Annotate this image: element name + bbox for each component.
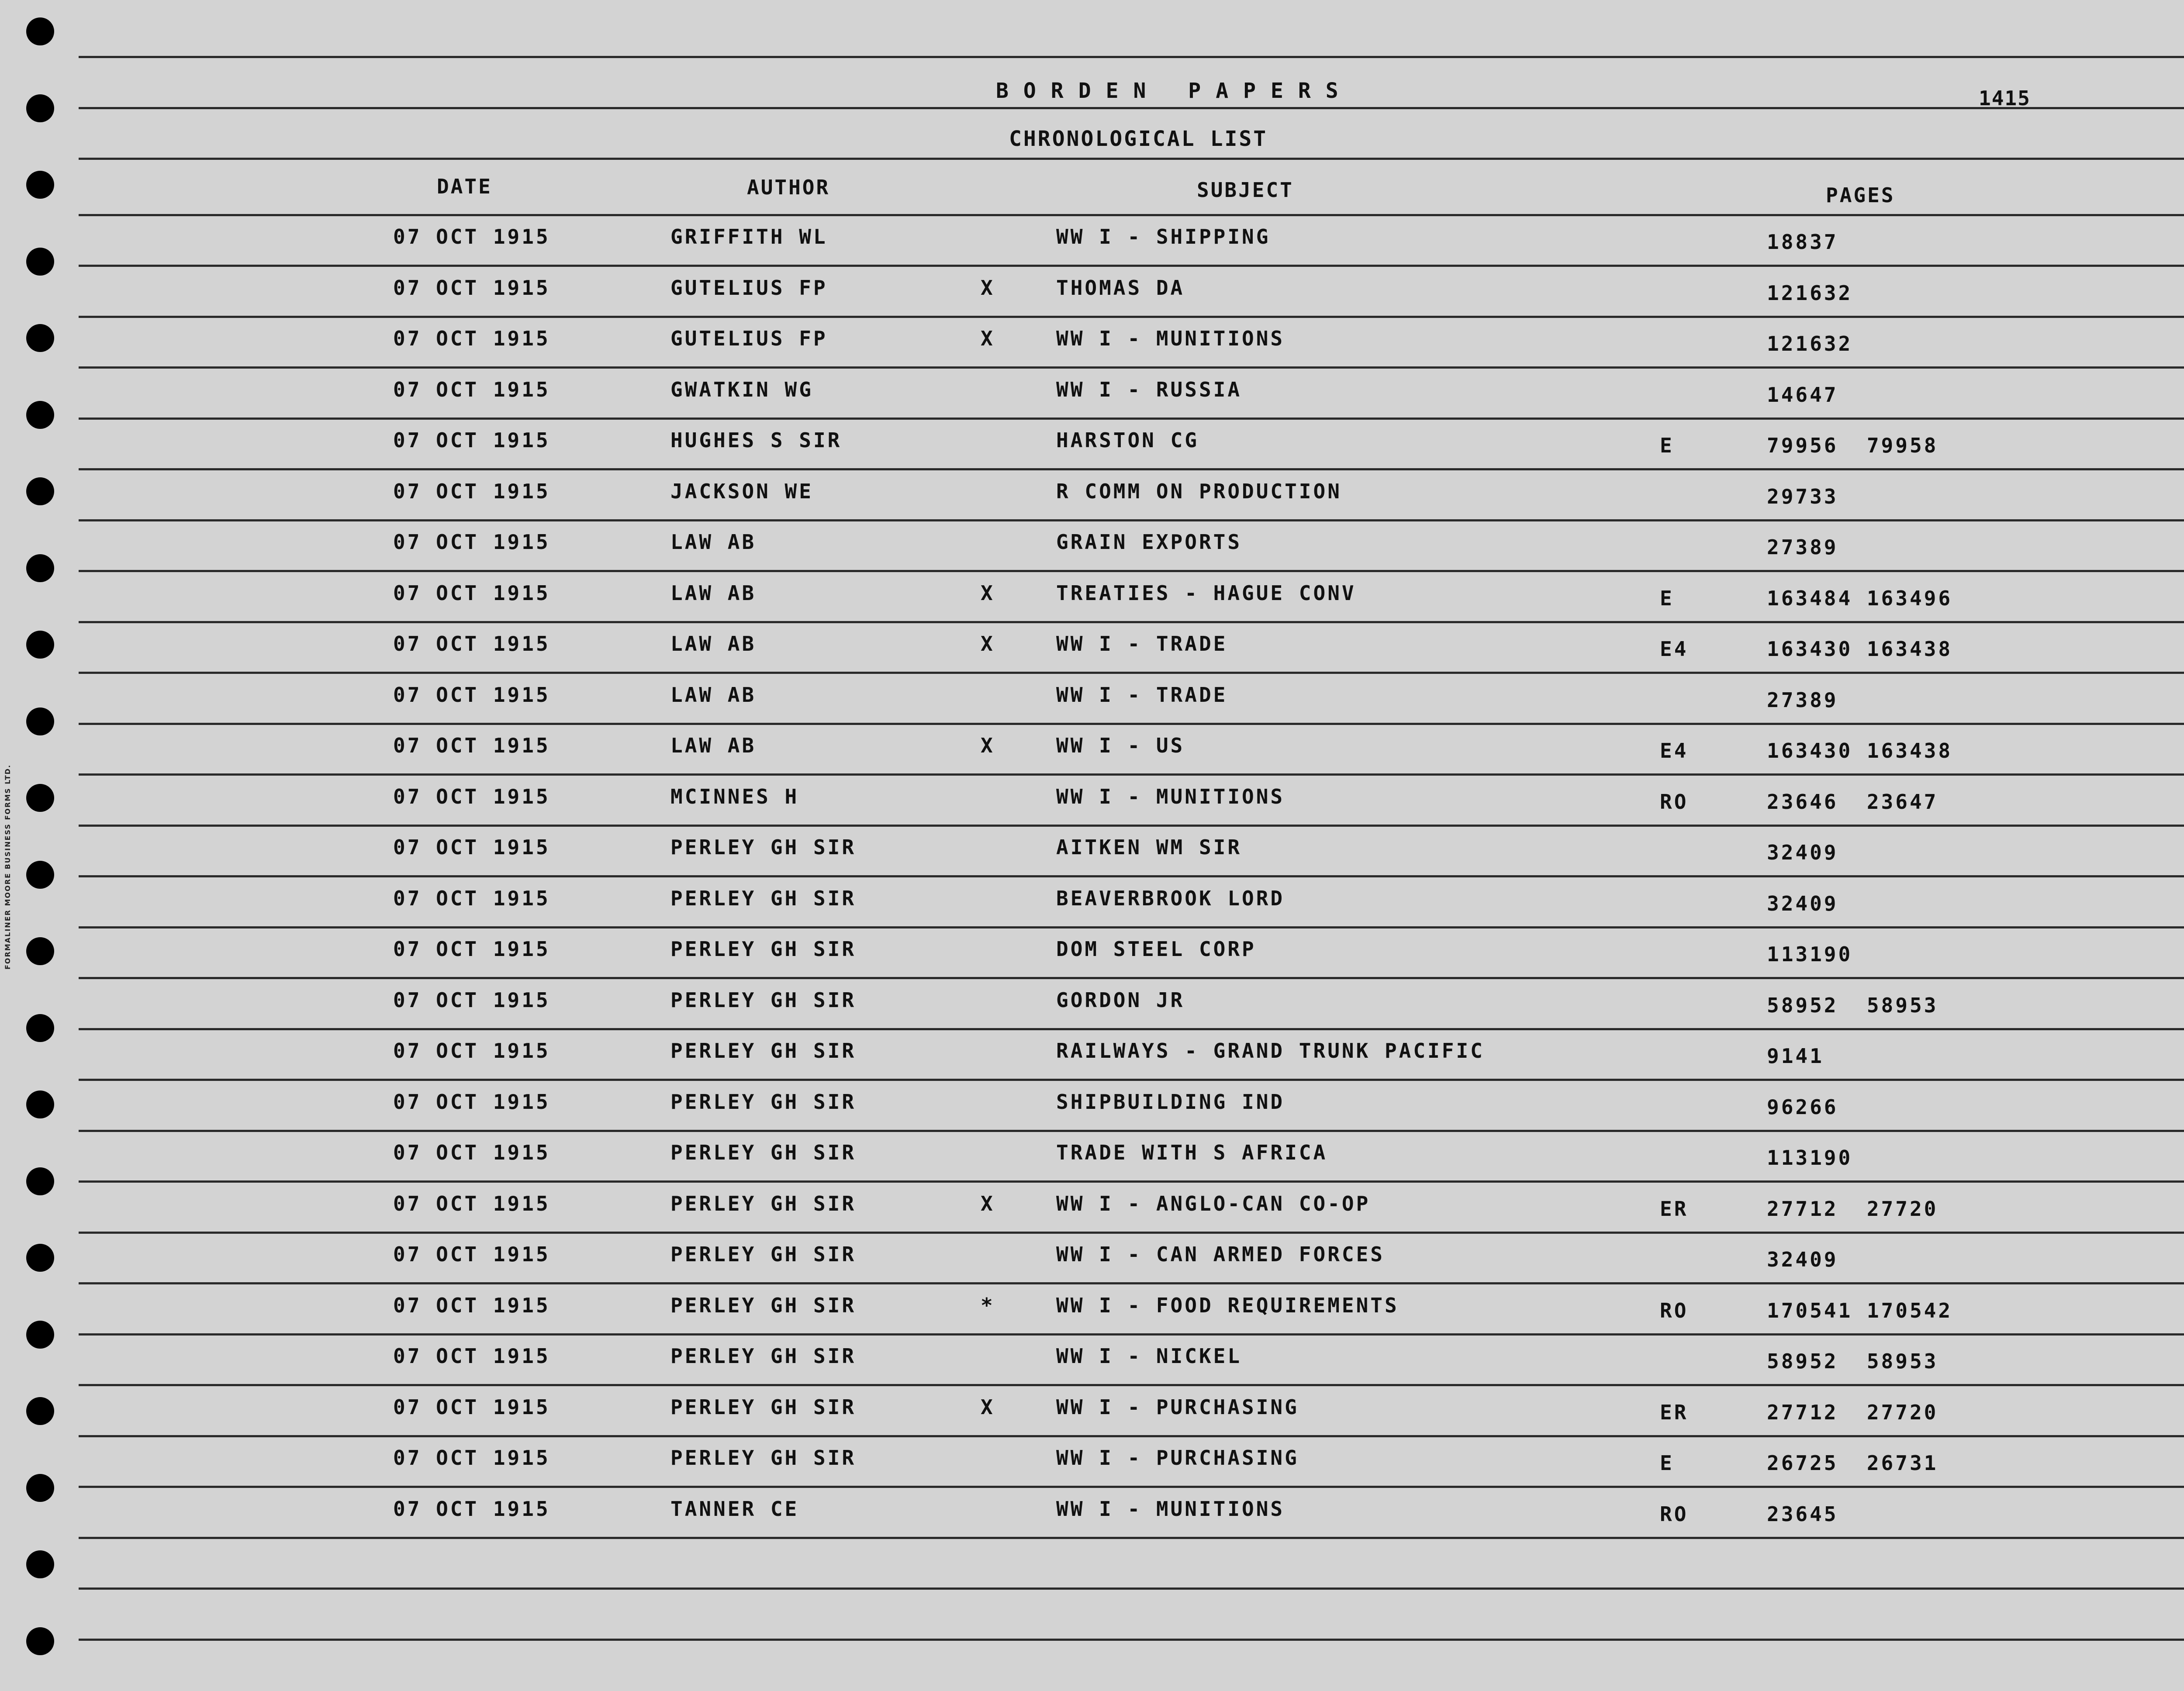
record-subject: WW I - MUNITIONS bbox=[1056, 327, 1285, 350]
record-date: 07 OCT 1915 bbox=[393, 734, 550, 757]
record-author: PERLEY GH SIR bbox=[670, 1395, 857, 1419]
record-date: 07 OCT 1915 bbox=[393, 276, 550, 300]
form-rule-line bbox=[79, 214, 2184, 216]
record-pages: 32409 bbox=[1767, 841, 1838, 864]
record-flag: * bbox=[981, 1294, 995, 1317]
form-rule-line bbox=[79, 519, 2184, 521]
form-rule-line bbox=[79, 158, 2184, 160]
record-subject: GORDON JR bbox=[1056, 988, 1185, 1012]
record-row bbox=[0, 683, 2184, 722]
record-date: 07 OCT 1915 bbox=[393, 581, 550, 605]
record-date: 07 OCT 1915 bbox=[393, 1446, 550, 1470]
record-pages: 9141 bbox=[1767, 1044, 1824, 1068]
record-pages: 163430 163438 bbox=[1767, 739, 1953, 763]
record-flag: X bbox=[981, 632, 995, 656]
record-date: 07 OCT 1915 bbox=[393, 1141, 550, 1164]
record-pages: 32409 bbox=[1767, 1248, 1838, 1271]
record-author: PERLEY GH SIR bbox=[670, 1344, 857, 1368]
form-rule-line bbox=[79, 1587, 2184, 1590]
record-flag: X bbox=[981, 734, 995, 757]
form-rule-line bbox=[79, 1537, 2184, 1539]
record-date: 07 OCT 1915 bbox=[393, 225, 550, 248]
record-row bbox=[0, 1141, 2184, 1180]
column-header-subject: SUBJECT bbox=[1197, 178, 1294, 202]
form-rule-line bbox=[79, 265, 2184, 267]
record-pages: 32409 bbox=[1767, 892, 1838, 915]
record-row bbox=[0, 1039, 2184, 1078]
record-row bbox=[0, 988, 2184, 1028]
record-subject: WW I - TRADE bbox=[1056, 632, 1228, 656]
record-date: 07 OCT 1915 bbox=[393, 327, 550, 350]
record-pages: 96266 bbox=[1767, 1095, 1838, 1119]
record-pages: 163484 163496 bbox=[1767, 587, 1953, 610]
record-code: RO bbox=[1660, 1299, 1689, 1322]
form-rule-line bbox=[79, 672, 2184, 674]
form-rule-line bbox=[79, 1486, 2184, 1488]
record-date: 07 OCT 1915 bbox=[393, 632, 550, 656]
record-author: PERLEY GH SIR bbox=[670, 887, 857, 910]
form-rule-line bbox=[79, 570, 2184, 572]
record-date: 07 OCT 1915 bbox=[393, 1344, 550, 1368]
record-row bbox=[0, 276, 2184, 315]
record-date: 07 OCT 1915 bbox=[393, 1395, 550, 1419]
record-code: ER bbox=[1660, 1401, 1689, 1424]
record-author: PERLEY GH SIR bbox=[670, 1192, 857, 1215]
record-code: ER bbox=[1660, 1197, 1689, 1221]
record-pages: 27712 27720 bbox=[1767, 1197, 1939, 1221]
record-subject: AITKEN WM SIR bbox=[1056, 835, 1242, 859]
form-rule-line bbox=[79, 977, 2184, 979]
record-date: 07 OCT 1915 bbox=[393, 1090, 550, 1114]
record-row bbox=[0, 1192, 2184, 1231]
form-rule-line bbox=[79, 316, 2184, 318]
record-flag: X bbox=[981, 327, 995, 350]
record-pages: 121632 bbox=[1767, 281, 1853, 305]
record-date: 07 OCT 1915 bbox=[393, 530, 550, 554]
form-rule-line bbox=[79, 107, 2184, 109]
record-pages: 113190 bbox=[1767, 942, 1853, 966]
record-subject: WW I - SHIPPING bbox=[1056, 225, 1271, 248]
record-author: GUTELIUS FP bbox=[670, 276, 828, 300]
record-pages: 23645 bbox=[1767, 1502, 1838, 1526]
record-author: PERLEY GH SIR bbox=[670, 988, 857, 1012]
page-number: 1415 bbox=[1979, 86, 2031, 110]
record-pages: 79956 79958 bbox=[1767, 434, 1939, 457]
record-flag: X bbox=[981, 581, 995, 605]
record-author: LAW AB bbox=[670, 734, 757, 757]
record-pages: 29733 bbox=[1767, 485, 1838, 508]
form-rule-line bbox=[79, 825, 2184, 827]
record-author: GWATKIN WG bbox=[670, 378, 813, 401]
margin-imprint: FORMALINER MOORE BUSINESS FORMS LTD. bbox=[3, 764, 12, 970]
record-flag: X bbox=[981, 1192, 995, 1215]
record-code: RO bbox=[1660, 1502, 1689, 1526]
record-subject: WW I - NICKEL bbox=[1056, 1344, 1242, 1368]
record-code: RO bbox=[1660, 790, 1689, 814]
form-rule-line bbox=[79, 1639, 2184, 1641]
record-subject: RAILWAYS - GRAND TRUNK PACIFIC bbox=[1056, 1039, 1485, 1063]
record-row bbox=[0, 1395, 2184, 1435]
form-rule-line bbox=[79, 468, 2184, 470]
form-rule-line bbox=[79, 723, 2184, 725]
record-row bbox=[0, 378, 2184, 417]
record-author: LAW AB bbox=[670, 581, 757, 605]
record-subject: BEAVERBROOK LORD bbox=[1056, 887, 1285, 910]
record-pages: 27389 bbox=[1767, 535, 1838, 559]
record-date: 07 OCT 1915 bbox=[393, 988, 550, 1012]
record-date: 07 OCT 1915 bbox=[393, 1242, 550, 1266]
record-subject: WW I - CAN ARMED FORCES bbox=[1056, 1242, 1385, 1266]
record-row bbox=[0, 327, 2184, 366]
record-author: GRIFFITH WL bbox=[670, 225, 828, 248]
record-row bbox=[0, 785, 2184, 824]
record-pages: 14647 bbox=[1767, 383, 1838, 407]
record-author: PERLEY GH SIR bbox=[670, 1039, 857, 1063]
record-row bbox=[0, 937, 2184, 977]
record-author: PERLEY GH SIR bbox=[670, 1446, 857, 1470]
record-date: 07 OCT 1915 bbox=[393, 937, 550, 961]
record-pages: 27712 27720 bbox=[1767, 1401, 1939, 1424]
record-subject: THOMAS DA bbox=[1056, 276, 1185, 300]
record-author: PERLEY GH SIR bbox=[670, 1141, 857, 1164]
list-subtitle: CHRONOLOGICAL LIST bbox=[1009, 127, 1268, 151]
record-row bbox=[0, 734, 2184, 773]
column-header-pages: PAGES bbox=[1826, 183, 1895, 207]
record-subject: WW I - PURCHASING bbox=[1056, 1446, 1299, 1470]
record-row bbox=[0, 428, 2184, 468]
record-subject: WW I - ANGLO-CAN CO-OP bbox=[1056, 1192, 1371, 1215]
column-header-date: DATE bbox=[437, 175, 492, 198]
record-date: 07 OCT 1915 bbox=[393, 887, 550, 910]
record-author: PERLEY GH SIR bbox=[670, 1242, 857, 1266]
record-pages: 121632 bbox=[1767, 332, 1853, 355]
form-rule-line bbox=[79, 1180, 2184, 1183]
record-row bbox=[0, 1497, 2184, 1536]
record-subject: TRADE WITH S AFRICA bbox=[1056, 1141, 1328, 1164]
record-subject: WW I - FOOD REQUIREMENTS bbox=[1056, 1294, 1399, 1317]
record-pages: 163430 163438 bbox=[1767, 637, 1953, 661]
record-row bbox=[0, 530, 2184, 569]
record-author: TANNER CE bbox=[670, 1497, 799, 1521]
record-row bbox=[0, 1294, 2184, 1333]
record-row bbox=[0, 835, 2184, 875]
record-author: LAW AB bbox=[670, 530, 757, 554]
form-rule-line bbox=[79, 773, 2184, 776]
record-code: E bbox=[1660, 1451, 1674, 1475]
record-author: PERLEY GH SIR bbox=[670, 1294, 857, 1317]
record-row bbox=[0, 581, 2184, 621]
feed-hole bbox=[26, 1550, 54, 1578]
form-rule-line bbox=[79, 926, 2184, 928]
record-author: GUTELIUS FP bbox=[670, 327, 828, 350]
record-subject: HARSTON CG bbox=[1056, 428, 1199, 452]
record-code: E4 bbox=[1660, 637, 1689, 661]
record-pages: 170541 170542 bbox=[1767, 1299, 1953, 1322]
form-rule-line bbox=[79, 1232, 2184, 1234]
record-subject: WW I - MUNITIONS bbox=[1056, 785, 1285, 808]
column-header-author: AUTHOR bbox=[747, 176, 830, 199]
record-pages: 26725 26731 bbox=[1767, 1451, 1939, 1475]
record-date: 07 OCT 1915 bbox=[393, 1294, 550, 1317]
record-date: 07 OCT 1915 bbox=[393, 480, 550, 503]
record-row bbox=[0, 887, 2184, 926]
record-date: 07 OCT 1915 bbox=[393, 1039, 550, 1063]
feed-hole bbox=[26, 1627, 54, 1655]
form-rule-line bbox=[79, 621, 2184, 623]
record-date: 07 OCT 1915 bbox=[393, 683, 550, 707]
record-subject: DOM STEEL CORP bbox=[1056, 937, 1256, 961]
record-code: E bbox=[1660, 434, 1674, 457]
feed-hole bbox=[26, 94, 54, 122]
record-date: 07 OCT 1915 bbox=[393, 1497, 550, 1521]
record-pages: 58952 58953 bbox=[1767, 994, 1939, 1017]
form-rule-line bbox=[79, 56, 2184, 58]
record-pages: 113190 bbox=[1767, 1146, 1853, 1170]
record-author: LAW AB bbox=[670, 683, 757, 707]
record-date: 07 OCT 1915 bbox=[393, 785, 550, 808]
record-subject: WW I - RUSSIA bbox=[1056, 378, 1242, 401]
record-row bbox=[0, 225, 2184, 264]
record-flag: X bbox=[981, 1395, 995, 1419]
record-pages: 23646 23647 bbox=[1767, 790, 1939, 814]
record-date: 07 OCT 1915 bbox=[393, 1192, 550, 1215]
record-subject: WW I - PURCHASING bbox=[1056, 1395, 1299, 1419]
form-rule-line bbox=[79, 875, 2184, 877]
form-rule-line bbox=[79, 1435, 2184, 1437]
form-rule-line bbox=[79, 1333, 2184, 1336]
record-date: 07 OCT 1915 bbox=[393, 428, 550, 452]
record-code: E bbox=[1660, 587, 1674, 610]
record-author: PERLEY GH SIR bbox=[670, 937, 857, 961]
form-rule-line bbox=[79, 1079, 2184, 1081]
record-row bbox=[0, 632, 2184, 671]
form-rule-line bbox=[79, 366, 2184, 369]
record-code: E4 bbox=[1660, 739, 1689, 763]
record-date: 07 OCT 1915 bbox=[393, 835, 550, 859]
record-author: JACKSON WE bbox=[670, 480, 813, 503]
record-row bbox=[0, 1344, 2184, 1384]
feed-hole bbox=[26, 17, 54, 45]
form-rule-line bbox=[79, 1282, 2184, 1284]
form-rule-line bbox=[79, 1384, 2184, 1386]
record-subject: TREATIES - HAGUE CONV bbox=[1056, 581, 1356, 605]
record-pages: 27389 bbox=[1767, 688, 1838, 712]
record-row bbox=[0, 1090, 2184, 1129]
record-row bbox=[0, 1446, 2184, 1485]
record-row bbox=[0, 1242, 2184, 1282]
record-author: PERLEY GH SIR bbox=[670, 835, 857, 859]
record-row bbox=[0, 480, 2184, 519]
record-pages: 58952 58953 bbox=[1767, 1349, 1939, 1373]
record-author: HUGHES S SIR bbox=[670, 428, 842, 452]
document-title: BORDEN PAPERS bbox=[996, 79, 1353, 103]
form-rule-line bbox=[79, 1028, 2184, 1030]
feed-hole bbox=[26, 171, 54, 199]
record-pages: 18837 bbox=[1767, 230, 1838, 254]
record-subject: WW I - MUNITIONS bbox=[1056, 1497, 1285, 1521]
record-subject: R COMM ON PRODUCTION bbox=[1056, 480, 1342, 503]
record-author: LAW AB bbox=[670, 632, 757, 656]
record-subject: WW I - TRADE bbox=[1056, 683, 1228, 707]
record-date: 07 OCT 1915 bbox=[393, 378, 550, 401]
record-author: MCINNES H bbox=[670, 785, 799, 808]
form-rule-line bbox=[79, 418, 2184, 420]
record-flag: X bbox=[981, 276, 995, 300]
record-subject: WW I - US bbox=[1056, 734, 1185, 757]
record-author: PERLEY GH SIR bbox=[670, 1090, 857, 1114]
record-subject: SHIPBUILDING IND bbox=[1056, 1090, 1285, 1114]
record-subject: GRAIN EXPORTS bbox=[1056, 530, 1242, 554]
form-rule-line bbox=[79, 1130, 2184, 1132]
